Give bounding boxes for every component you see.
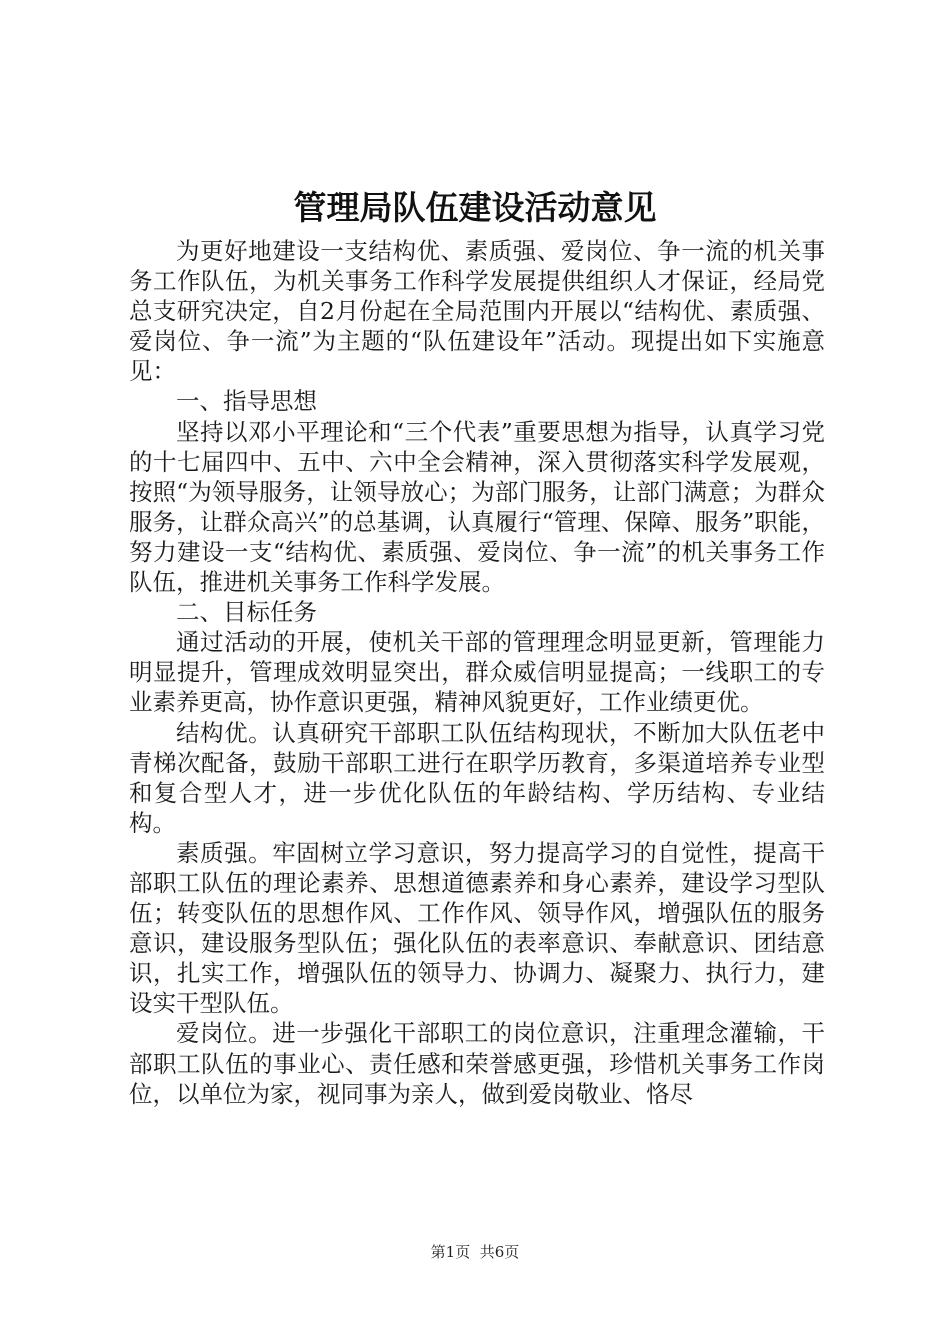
- document-title: 管理局队伍建设活动意见: [293, 188, 657, 227]
- page-total: 共6页: [479, 1243, 520, 1261]
- structure-paragraph: 结构优。认真研究干部职工队伍结构现状，不断加大队伍老中青梯次配备，鼓励干部职工进行在职学历教育，多渠道培养专业型和复合型人才，进一步优化队伍的年龄结构、学历结构、专业结构。: [129, 718, 825, 837]
- intro-paragraph: 为更好地建设一支结构优、素质强、爱岗位、争一流的机关事务工作队伍，为机关事务工作科学发展提供组织人才保证，经局党总支研究决定，自2月份起在全局范围内开展以“结构优、素质强、爱岗位、争一流”为主题的“队伍建设年”活动。现提出如下实施意见：: [129, 237, 825, 386]
- page-number: 第1页: [430, 1243, 471, 1261]
- page-footer: [0, 1242, 950, 1262]
- goals-paragraph: 通过活动的开展，使机关干部的管理理念明显更新，管理能力明显提升，管理成效明显突出，群众威信明显提高；一线职工的专业素养更高，协作意识更强，精神风貌更好，工作业绩更优。: [129, 628, 825, 717]
- document-body: [129, 236, 825, 1109]
- section-heading-goals-tasks: 二、目标任务: [176, 598, 317, 627]
- love-post-paragraph: 爱岗位。进一步强化干部职工的岗位意识，注重理念灌输，干部职工队伍的事业心、责任感和荣誉感更强，珍惜机关事务工作岗位，以单位为家，视同事为亲人，做到爱岗敬业、恪尽: [129, 1019, 825, 1108]
- section-heading-guiding-ideology: 一、指导思想: [176, 387, 317, 416]
- quality-paragraph: 素质强。牢固树立学习意识，努力提高学习的自觉性，提高干部职工队伍的理论素养、思想道德素养和身心素养，建设学习型队伍；转变队伍的思想作风、工作作风、领导作风，增强队伍的服务意识，建设服务型队伍；强化队伍的表率意识、奉献意识、团结意识，扎实工作，增强队伍的领导力、协调力、凝聚力、执行力，建设实干型队伍。: [129, 838, 825, 1018]
- guiding-ideology-paragraph: 坚持以邓小平理论和“三个代表”重要思想为指导，认真学习党的十七届四中、五中、六中全会精神，深入贯彻落实科学发展观，按照“为领导服务，让领导放心；为部门服务，让部门满意；为群众服务，让群众高兴”的总基调，认真履行“管理、保障、服务”职能，努力建设一支“结构优、素质强、爱岗位、争一流”的机关事务工作队伍，推进机关事务工作科学发展。: [129, 417, 825, 597]
